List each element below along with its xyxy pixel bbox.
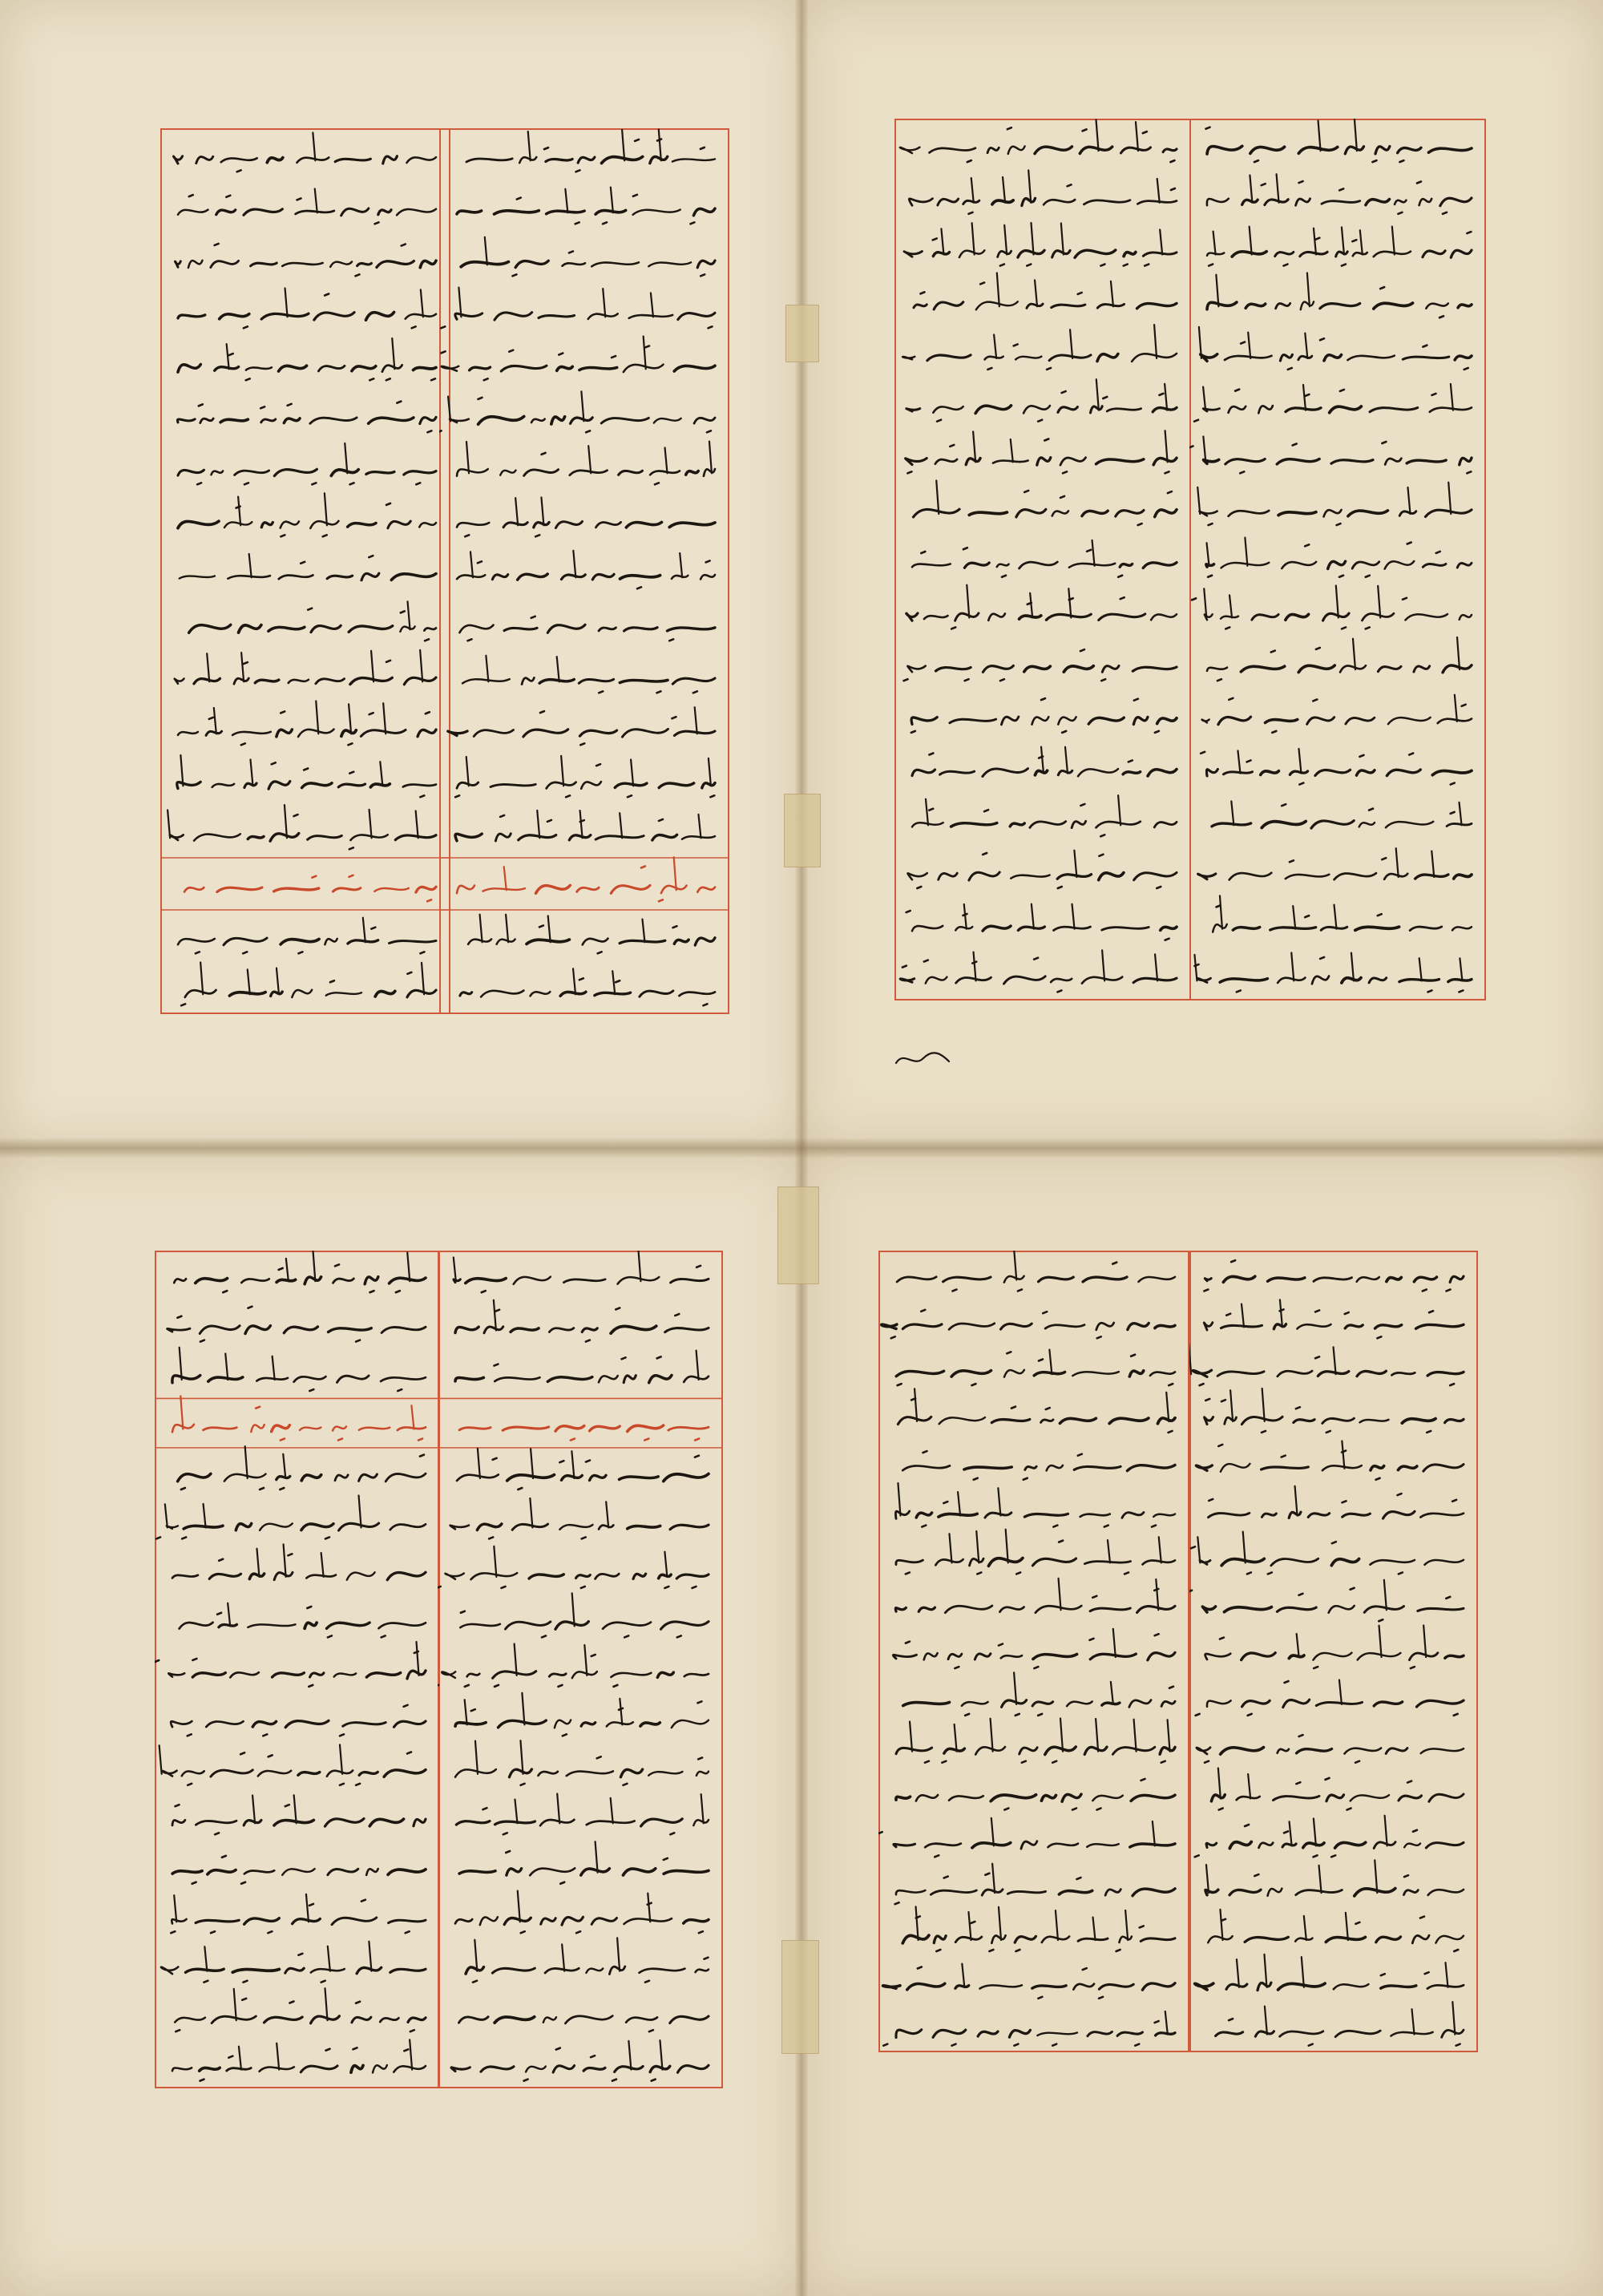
handwritten-line: [178, 918, 436, 954]
handwritten-line: [177, 402, 436, 433]
handwritten-line: [457, 1449, 709, 1490]
handwritten-line: [455, 1693, 709, 1736]
handwritten-line: [168, 805, 436, 849]
handwritten-line: [902, 1451, 1175, 1480]
handwritten-line: [1189, 848, 1472, 879]
handwritten-line: [1207, 227, 1472, 266]
handwritten-line: [1196, 1680, 1464, 1716]
handwritten-line: [460, 1593, 709, 1637]
handwritten-line: [457, 551, 715, 589]
handwritten-line: [1205, 1860, 1464, 1896]
handwritten-line: [171, 1705, 426, 1736]
handwritten-line: [177, 755, 436, 797]
handwritten-line: [456, 1793, 709, 1834]
handwritten-line: [895, 1578, 1175, 1613]
handwritten-line: [893, 1629, 1175, 1668]
handwritten-line: [439, 707, 715, 745]
handwritten-line: [895, 1864, 1175, 1904]
handwritten-line: [1204, 1260, 1464, 1291]
handwritten-line: [1191, 1532, 1464, 1574]
handwritten-line: [1205, 1625, 1464, 1668]
handwritten-line: [455, 1351, 709, 1383]
handwritten-line: [896, 1530, 1175, 1574]
handwritten-line: [902, 1906, 1175, 1951]
handwritten-line: [882, 1310, 1175, 1338]
handwritten-line: [175, 650, 436, 685]
handwritten-line: [172, 1856, 426, 1884]
handwritten-line: [906, 430, 1177, 473]
handwritten-line: [468, 915, 715, 954]
handwritten-line: [1189, 1344, 1464, 1385]
handwritten-line: [172, 1795, 426, 1834]
repair-tape: [785, 305, 819, 362]
handwritten-line: [457, 442, 715, 485]
handwritten-line: [908, 851, 1177, 888]
handwritten-line: [1194, 384, 1472, 422]
handwritten-line: [442, 336, 715, 380]
handwritten-line: [914, 480, 1177, 525]
handwritten-line: [178, 188, 436, 224]
handwritten-line: [906, 904, 1177, 940]
handwritten-line: [455, 1740, 709, 1785]
handwritten-line: [178, 493, 436, 536]
handwritten-line: [1199, 327, 1472, 370]
handwritten-line: [883, 2011, 1175, 2046]
handwritten-line: [178, 1446, 426, 1490]
handwritten-line: [161, 1942, 426, 1983]
handwritten-line: [1197, 1735, 1464, 1763]
handwritten-line: [159, 1744, 426, 1785]
handwritten-line: [1192, 585, 1472, 629]
handwritten-line: [172, 2039, 426, 2080]
handwritten-line: [1189, 1580, 1464, 1621]
handwritten-line: [451, 2040, 709, 2080]
handwritten-line: [900, 119, 1177, 162]
handwritten-line: [1201, 695, 1472, 733]
handwritten-line: [438, 1643, 709, 1686]
handwritten-line: [455, 1891, 709, 1934]
handwritten-line: [459, 616, 715, 641]
handwritten-line: [174, 1251, 426, 1292]
handwritten-line: [441, 288, 715, 329]
horizontal-fold: [0, 1138, 1603, 1158]
handwritten-line: [460, 968, 715, 1005]
handwritten-line: [894, 223, 1177, 266]
handwritten-line: [178, 443, 436, 484]
handwritten-line: [438, 1546, 709, 1588]
handwritten-line: [172, 1348, 426, 1391]
handwritten-line: [896, 1719, 1175, 1763]
handwritten-line: [1207, 174, 1472, 214]
handwritten-line: [455, 810, 715, 841]
handwritten-line: [455, 756, 715, 797]
handwritten-line: [909, 170, 1177, 213]
rubric-line: [172, 1396, 426, 1440]
handwritten-line: [454, 1251, 709, 1292]
column-frame: [161, 129, 450, 1013]
repair-tape: [777, 1186, 819, 1284]
handwritten-line: [457, 497, 715, 536]
text-panel-bottom-left-col2: [438, 1251, 723, 2088]
handwritten-line: [172, 1544, 426, 1579]
handwritten-line: [897, 1251, 1175, 1291]
handwritten-line: [914, 273, 1177, 309]
handwritten-line: [459, 1841, 709, 1884]
handwritten-line: [178, 289, 436, 329]
handwritten-line: [462, 656, 715, 693]
handwritten-line: [904, 649, 1177, 681]
handwritten-line: [900, 950, 1177, 992]
column-frame: [438, 1251, 722, 2088]
handwritten-line: [1208, 1486, 1464, 1518]
handwritten-line: [1212, 801, 1472, 828]
repair-tape: [781, 1940, 819, 2054]
handwritten-line: [189, 601, 436, 641]
handwritten-line: [911, 698, 1177, 733]
handwritten-line: [181, 962, 436, 1005]
handwritten-line: [906, 585, 1177, 629]
handwritten-line: [466, 130, 715, 172]
handwritten-line: [175, 1988, 426, 2031]
handwritten-line: [171, 1894, 426, 1933]
text-panel-bottom-right-col2: [1189, 1251, 1478, 2052]
handwritten-line: [455, 1300, 709, 1342]
handwritten-line: [1189, 436, 1472, 473]
handwritten-line: [458, 2015, 709, 2031]
handwritten-line: [896, 1350, 1175, 1386]
handwritten-line: [903, 1672, 1175, 1715]
handwritten-line: [1207, 637, 1472, 681]
handwritten-line: [180, 1603, 426, 1638]
handwritten-line: [1213, 895, 1472, 932]
handwritten-line: [168, 1307, 426, 1342]
handwritten-line: [1201, 749, 1472, 785]
handwritten-line: [461, 237, 715, 277]
rubric-line: [184, 875, 436, 901]
handwritten-line: [156, 1495, 426, 1538]
handwritten-line: [912, 747, 1177, 777]
handwritten-line: [878, 1964, 1175, 1999]
handwritten-line: [450, 1498, 709, 1538]
handwritten-line: [1206, 538, 1472, 577]
rubric-line: [457, 857, 715, 901]
handwritten-line: [1211, 1768, 1464, 1809]
handwritten-line: [178, 338, 436, 380]
handwritten-line: [1205, 1389, 1464, 1433]
text-panel-top-right: [894, 119, 1191, 1000]
text-panel-top-left: [160, 128, 450, 1014]
handwritten-line: [1216, 2002, 1464, 2046]
handwritten-line: [457, 188, 715, 224]
text-panel-bottom-left: [155, 1251, 440, 2088]
handwritten-line: [1195, 1954, 1464, 1991]
catchword: [890, 1042, 954, 1074]
handwritten-line: [896, 1779, 1175, 1810]
handwritten-line: [1204, 1300, 1464, 1338]
handwritten-line: [1194, 952, 1472, 992]
text-panel-top-right-col2: [1189, 119, 1486, 1000]
text-panel-top-left-col2: [439, 128, 729, 1014]
handwritten-line: [1195, 1816, 1464, 1857]
handwritten-line: [176, 244, 436, 276]
handwritten-line: [902, 325, 1177, 370]
handwritten-line: [912, 540, 1177, 577]
handwritten-line: [1205, 119, 1472, 162]
handwritten-line: [466, 1938, 709, 1982]
handwritten-line: [912, 795, 1177, 836]
handwritten-line: [906, 379, 1177, 421]
handwritten-line: [180, 554, 436, 580]
handwritten-line: [1208, 1910, 1464, 1951]
handwritten-line: [178, 701, 436, 745]
handwritten-line: [1207, 273, 1472, 317]
text-panel-bottom-right: [878, 1251, 1189, 2052]
handwritten-line: [155, 1642, 426, 1687]
handwritten-line: [1197, 483, 1472, 525]
handwritten-line: [895, 1483, 1175, 1527]
handwritten-line: [1189, 1441, 1464, 1480]
rubric-line: [459, 1425, 709, 1440]
handwritten-line: [878, 1818, 1175, 1857]
repair-tape: [784, 794, 821, 867]
handwritten-line: [898, 1389, 1175, 1433]
handwritten-line: [439, 391, 715, 432]
handwritten-line: [174, 132, 436, 172]
